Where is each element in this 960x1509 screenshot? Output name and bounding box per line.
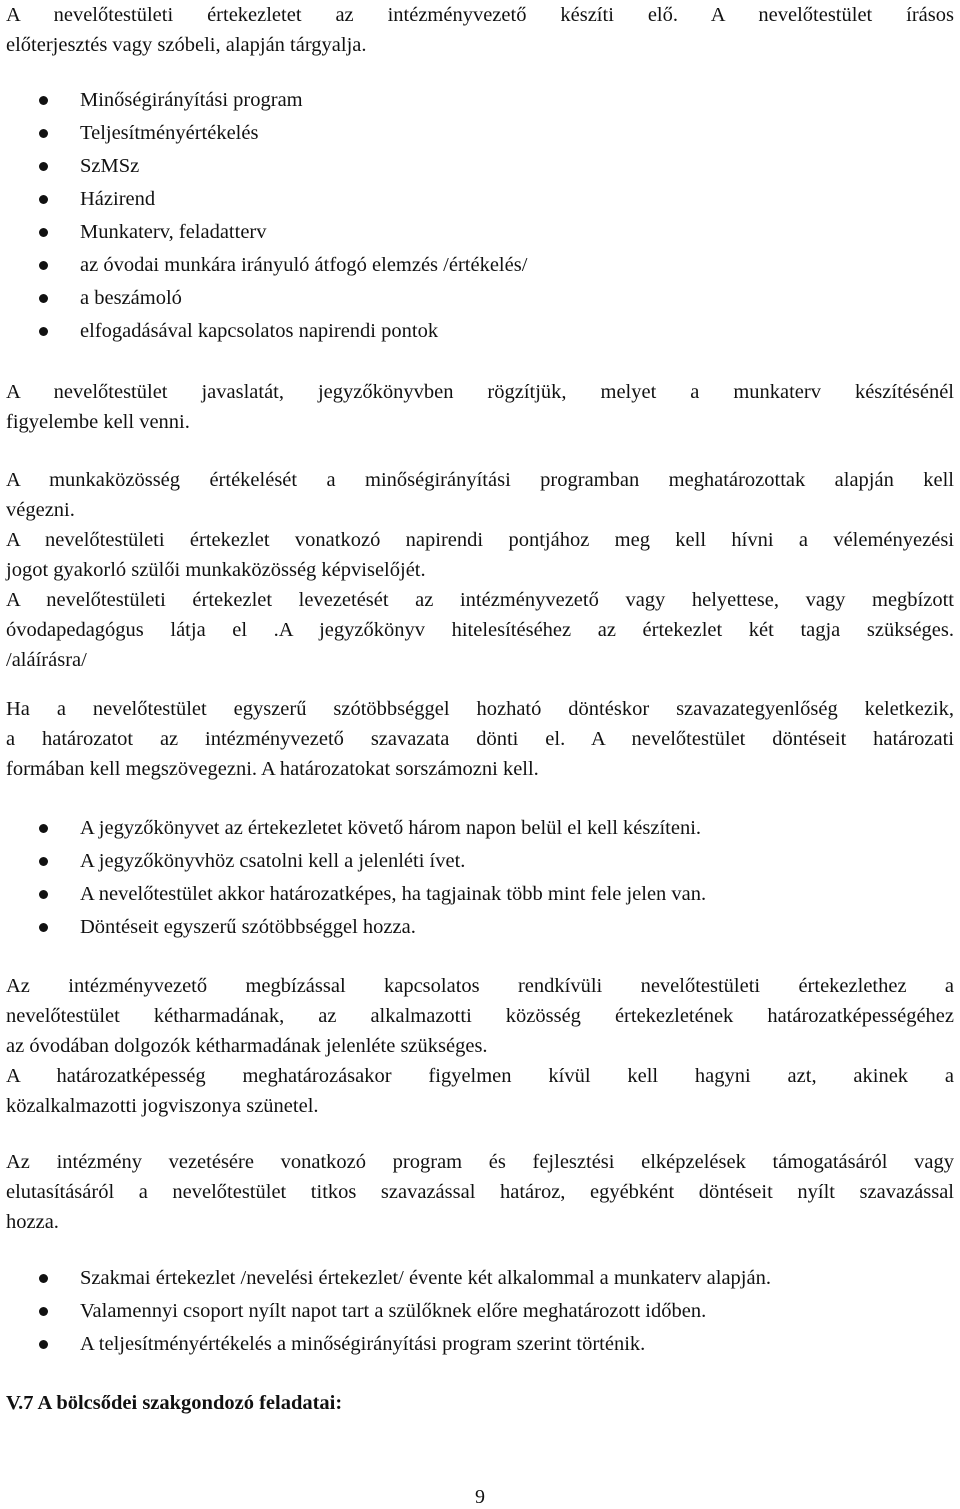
list-item: Házirend — [6, 183, 954, 216]
extraordinary-line-2: nevelőtestület kétharmadának, az alkalmazotti közösség értekezletének határozatképességéhez — [6, 1005, 954, 1027]
list-item: a beszámoló — [6, 282, 954, 315]
section-heading: V.7 A bölcsődei szakgondozó feladatai: — [6, 1392, 343, 1414]
page-number: 9 — [475, 1486, 485, 1508]
bullet-icon — [39, 1307, 48, 1316]
meetings-bullet-list — [6, 1262, 954, 1361]
bullet-icon — [39, 129, 48, 138]
bullet-icon — [39, 195, 48, 204]
intro-line-2: előterjesztés vagy szóbeli, alapján tárgyalja. — [6, 34, 367, 56]
bullet-icon — [39, 890, 48, 899]
voting-paragraph — [6, 694, 954, 784]
community-line-5: A nevelőtestületi értekezlet levezetését az intézményvezető vagy helyettese, vagy megbízott — [6, 589, 954, 611]
intro-paragraph — [6, 0, 954, 60]
intro-line-1: A nevelőtestületi értekezletet az intézményvezető készíti elő. A nevelőtestület írásos — [6, 4, 954, 26]
minutes-bullet-list — [6, 812, 954, 944]
community-paragraph — [6, 465, 954, 675]
secret-ballot-line-2: elutasításáról a nevelőtestület titkos szavazással határoz, egyébként döntéseit nyílt szavazással — [6, 1181, 954, 1203]
list-item: A jegyzőkönyvhöz csatolni kell a jelenléti ívet. — [6, 845, 954, 878]
list-item: az óvodai munkára irányuló átfogó elemzés /értékelés/ — [6, 249, 954, 282]
list-item: Minőségirányítási program — [6, 84, 954, 117]
extraordinary-line-5: közalkalmazotti jogviszonya szünetel. — [6, 1095, 319, 1117]
voting-line-2: a határozatot az intézményvezető szavazata dönti el. A nevelőtestület döntéseit határozati — [6, 728, 954, 750]
bullet-icon — [39, 228, 48, 237]
extraordinary-line-3: az óvodában dolgozók kétharmadának jelenléte szükséges. — [6, 1035, 488, 1057]
proposal-paragraph — [6, 377, 954, 437]
bullet-icon — [39, 923, 48, 932]
bullet-icon — [39, 96, 48, 105]
list-item: Döntéseit egyszerű szótöbbséggel hozza. — [6, 911, 954, 944]
bullet-icon — [39, 162, 48, 171]
bullet-icon — [39, 294, 48, 303]
bullet-icon — [39, 1340, 48, 1349]
list-item: Munkaterv, feladatterv — [6, 216, 954, 249]
bullet-icon — [39, 261, 48, 270]
community-line-2: végezni. — [6, 499, 75, 521]
secret-ballot-line-1: Az intézmény vezetésére vonatkozó program és fejlesztési elképzelések támogatásáról vagy — [6, 1151, 954, 1173]
community-line-1: A munkaközösség értékelését a minőségirányítási programban meghatározottak alapján kell — [6, 469, 954, 491]
list-item: elfogadásával kapcsolatos napirendi pontok — [6, 315, 954, 348]
proposal-line-2: figyelembe kell venni. — [6, 411, 190, 433]
voting-line-3: formában kell megszövegezni. A határozatokat sorszámozni kell. — [6, 758, 539, 780]
list-item: A jegyzőkönyvet az értekezletet követő három napon belül el kell készíteni. — [6, 812, 954, 845]
community-line-6: óvodapedagógus látja el .A jegyzőkönyv hitelesítéséhez az értekezlet két tagja szükséges. — [6, 619, 954, 641]
bullet-icon — [39, 1274, 48, 1283]
extraordinary-meeting-paragraph — [6, 971, 954, 1121]
list-item: Szakmai értekezlet /nevelési értekezlet/ évente két alkalommal a munkaterv alapján. — [6, 1262, 954, 1295]
voting-line-1: Ha a nevelőtestület egyszerű szótöbbséggel hozható döntéskor szavazategyenlőség keletkezik, — [6, 698, 954, 720]
bullet-icon — [39, 327, 48, 336]
list-item: A nevelőtestület akkor határozatképes, ha tagjainak több mint fele jelen van. — [6, 878, 954, 911]
community-line-4: jogot gyakorló szülői munkaközösség képviselőjét. — [6, 559, 426, 581]
bullet-icon — [39, 857, 48, 866]
bullet-icon — [39, 824, 48, 833]
extraordinary-line-1: Az intézményvezető megbízással kapcsolatos rendkívüli nevelőtestületi értekezlethez a — [6, 975, 954, 997]
extraordinary-line-4: A határozatképesség meghatározásakor figyelmen kívül kell hagyni azt, akinek a — [6, 1065, 954, 1087]
list-item: Valamennyi csoport nyílt napot tart a szülőknek előre meghatározott időben. — [6, 1295, 954, 1328]
list-item: A teljesítményértékelés a minőségirányítási program szerint történik. — [6, 1328, 954, 1361]
community-line-7: /aláírásra/ — [6, 649, 87, 671]
secret-ballot-paragraph — [6, 1147, 954, 1237]
community-line-3: A nevelőtestületi értekezlet vonatkozó napirendi pontjához meg kell hívni a véleményezési — [6, 529, 954, 551]
list-item: Teljesítményértékelés — [6, 117, 954, 150]
secret-ballot-line-3: hozza. — [6, 1211, 59, 1233]
proposal-line-1: A nevelőtestület javaslatát, jegyzőkönyvben rögzítjük, melyet a munkaterv készítésénél — [6, 381, 954, 403]
agenda-bullet-list — [6, 84, 954, 348]
list-item: SzMSz — [6, 150, 954, 183]
